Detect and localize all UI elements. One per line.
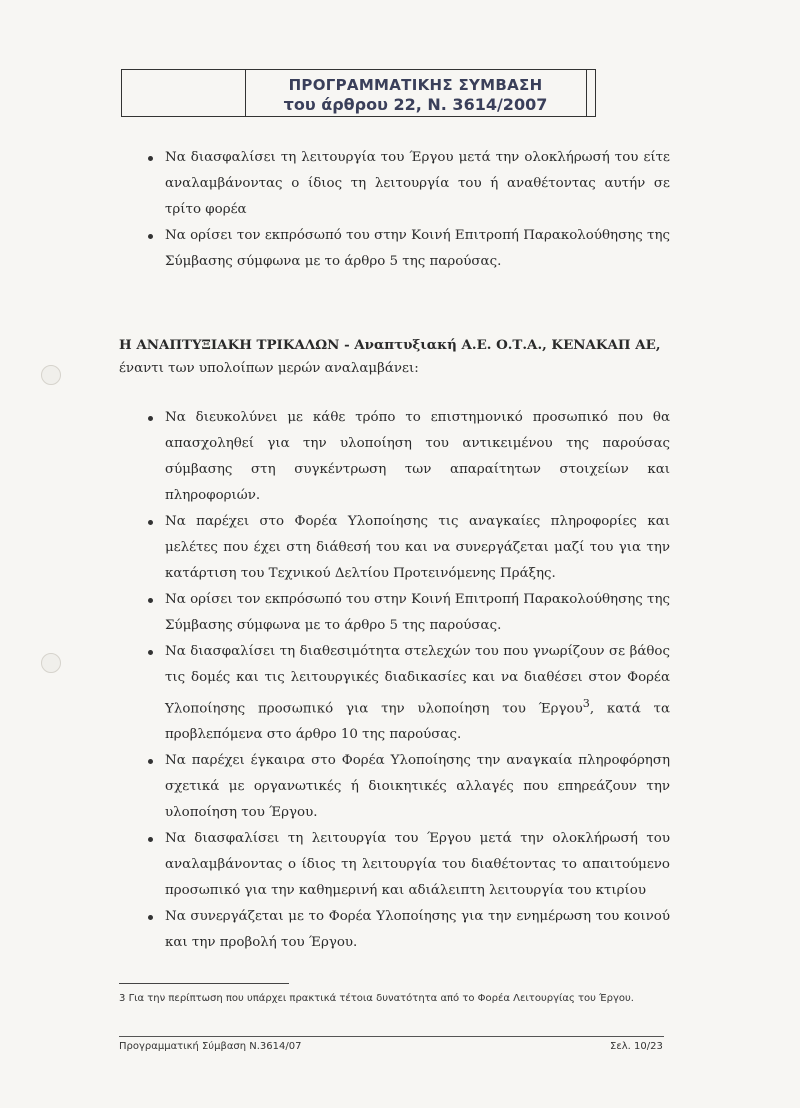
- section-intro: έναντι των υπολοίπων μερών αναλαμβάνει:: [119, 361, 419, 376]
- obligations-list-1: [145, 145, 670, 275]
- list-item: Να συνεργάζεται με το Φορέα Υλοποίησης για την ενημέρωση του κοινού και την προβολή του Έργου.: [145, 904, 670, 956]
- document-header: [121, 69, 596, 117]
- footnote-marker: 3: [119, 993, 126, 1004]
- list-item: Να διευκολύνει με κάθε τρόπο το επιστημονικό προσωπικό που θα απασχοληθεί για την υλοποίηση του αντικειμένου της παρούσας σύμβασης στη συγκέντρωση των απαραίτητων στοιχείων και πληροφοριών.: [145, 405, 670, 509]
- footer-separator: [119, 1036, 664, 1037]
- list-item-text: , κατά τα προβλεπόμενα στο άρθρο 10 της παρούσας.: [165, 701, 670, 743]
- punch-hole: [41, 653, 61, 673]
- list-item: Να διασφαλίσει τη λειτουργία του Έργου μετά την ολοκλήρωσή του είτε αναλαμβάνοντας ο ίδιος τη λειτουργία του ή αναθέτοντας αυτήν σε τρίτο φορέα: [145, 145, 670, 223]
- list-item: Να παρέχει έγκαιρα στο Φορέα Υλοποίησης την αναγκαία πληροφόρηση σχετικά με οργανωτικές ή διοικητικές αλλαγές που επηρεάζουν την υλοποίηση του Έργου.: [145, 748, 670, 826]
- punch-hole: [41, 365, 61, 385]
- footnote: [119, 993, 634, 1004]
- section-heading: Η ΑΝΑΠΤΥΞΙΑΚΗ ΤΡΙΚΑΛΩΝ - Αναπτυξιακή Α.Ε. Ο.Τ.Α., ΚΕΝΑΚΑΠ ΑΕ,: [119, 337, 661, 353]
- list-item-text: Να διασφαλίσει τη διαθεσιμότητα στελεχών του που γνωρίζουν σε βάθος τις δομές και τις λειτουργικές διαδικασίες και να διαθέσει στον Φορέα Υλοποίησης προσωπικό για την υλοποίηση του Έργου: [165, 644, 670, 717]
- header-divider: [586, 70, 587, 116]
- list-item: Να ορίσει τον εκπρόσωπό του στην Κοινή Επιτροπή Παρακολούθησης της Σύμβασης σύμφωνα με το άρθρο 5 της παρούσας.: [145, 223, 670, 275]
- list-item: Να ορίσει τον εκπρόσωπό του στην Κοινή Επιτροπή Παρακολούθησης της Σύμβασης σύμφωνα με το άρθρο 5 της παρούσας.: [145, 587, 670, 639]
- header-subtitle: του άρθρου 22, Ν. 3614/2007: [283, 95, 548, 114]
- list-item: Να παρέχει στο Φορέα Υλοποίησης τις αναγκαίες πληροφορίες και μελέτες που έχει στη διάθεσή του και να συνεργάζεται μαζί του για την κατάρτιση του Τεχνικού Δελτίου Προτεινόμενης Πράξης.: [145, 509, 670, 587]
- header-title: ΠΡΟΓΡΑΜΜΑΤΙΚΗΣ ΣΥΜΒΑΣΗ: [288, 76, 543, 94]
- list-item: Να διασφαλίσει τη λειτουργία του Έργου μετά την ολοκλήρωσή του αναλαμβάνοντας ο ίδιος τη λειτουργία του διαθέτοντας το απαιτούμενο προσωπικό για την καθημερινή και αδιάλειπτη λειτουργία του κτιρίου: [145, 826, 670, 904]
- obligations-list-2: [145, 405, 670, 956]
- page-number: Σελ. 10/23: [610, 1041, 663, 1052]
- footnote-separator: [119, 983, 289, 984]
- footnote-text: Για την περίπτωση που υπάρχει πρακτικά τέτοια δυνατότητα από το Φορέα Λειτουργίας του Έργου.: [128, 993, 634, 1004]
- footer-document-name: Προγραμματική Σύμβαση Ν.3614/07: [119, 1041, 302, 1052]
- footnote-ref[interactable]: 3: [582, 697, 590, 710]
- list-item: [145, 639, 670, 748]
